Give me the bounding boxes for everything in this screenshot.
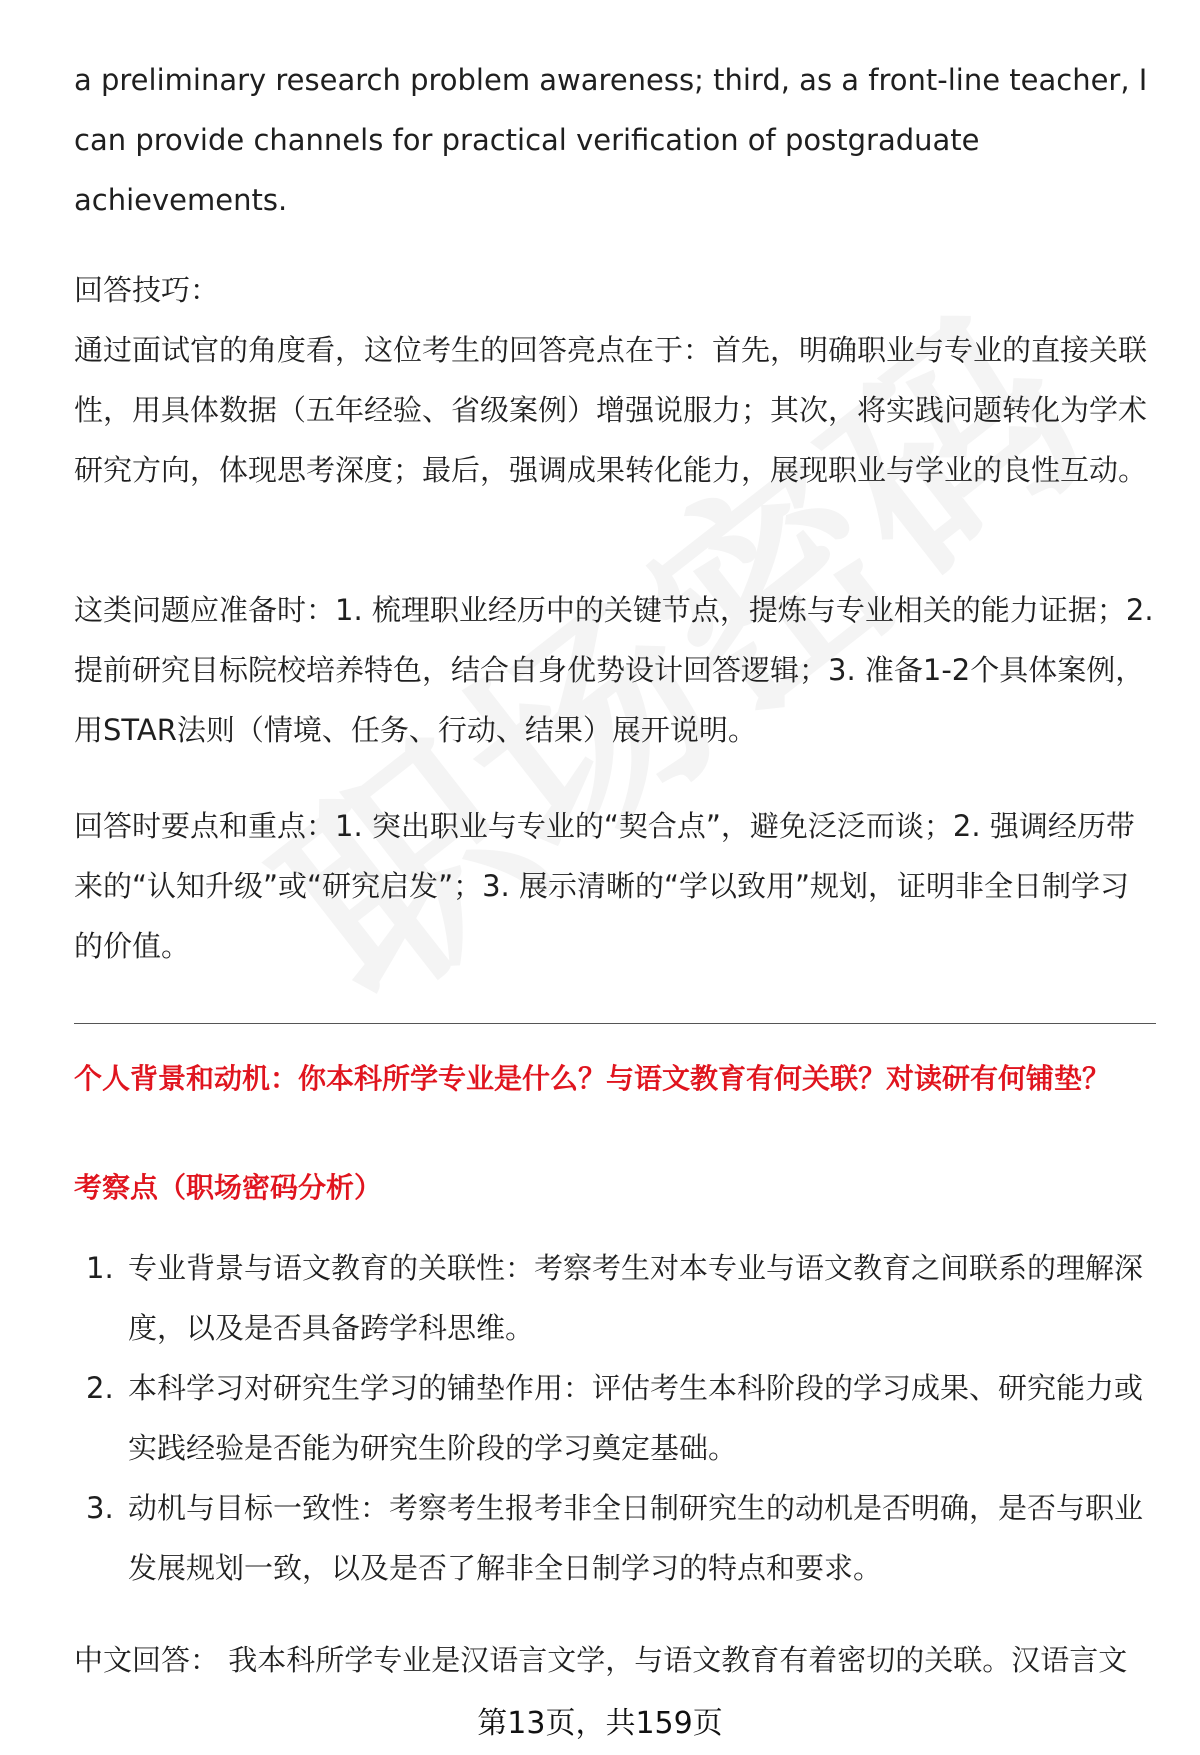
section-divider <box>74 1023 1156 1024</box>
answer-paragraph: 中文回答： 我本科所学专业是汉语言文学，与语文教育有着密切的关联。汉语言文 <box>74 1643 1128 1677</box>
list-item-text: 本科学习对研究生学习的铺垫作用：评估考生本科阶段的学习成果、研究能力或实践经验是否能为研究生阶段的学习奠定基础。 <box>128 1371 1144 1465</box>
points-paragraph: 回答时要点和重点：1. 突出职业与专业的“契合点”，避免泛泛而谈；2. 强调经历带来的“认知升级”或“研究启发”；3. 展示清晰的“学以致用”规划，证明非全日制学习的价值。 <box>74 809 1135 963</box>
list-item <box>74 1478 1156 1598</box>
page-footer: 第13页，共159页 <box>477 1706 723 1741</box>
tips-paragraph: 回答技巧： 通过面试官的角度看，这位考生的回答亮点在于：首先，明确职业与专业的直接关联性，用具体数据（五年经验、省级案例）增强说服力；其次，将实践问题转化为学术研究方向，体现思考深度；最后，强调成果转化能力，展现职业与学业的良性互动。 <box>74 273 1148 487</box>
list-number: 1. <box>86 1251 114 1285</box>
intro-paragraph: a preliminary research problem awareness; third, as a front-line teacher, I can provide channels for practical verification of postgraduate achievements. <box>74 63 1148 217</box>
analysis-heading: 考察点（职场密码分析） <box>74 1171 383 1204</box>
list-item-text: 专业背景与语文教育的关联性：考察考生对本专业与语文教育之间联系的理解深度，以及是否具备跨学科思维。 <box>128 1251 1144 1345</box>
list-number: 2. <box>86 1371 114 1405</box>
list-item <box>74 1238 1156 1358</box>
list-number: 3. <box>86 1491 114 1525</box>
list-item-text: 动机与目标一致性：考察考生报考非全日制研究生的动机是否明确，是否与职业发展规划一致，以及是否了解非全日制学习的特点和要求。 <box>128 1491 1144 1585</box>
question-heading: 个人背景和动机：你本科所学专业是什么？与语文教育有何关联？对读研有何铺垫？ <box>74 1062 1111 1095</box>
list-item <box>74 1358 1156 1478</box>
prep-paragraph: 这类问题应准备时：1. 梳理职业经历中的关键节点，提炼与专业相关的能力证据；2. 提前研究目标院校培养特色，结合自身优势设计回答逻辑；3. 准备1-2个具体案例，用STAR法则（情境、任务、行动、结果）展开说明。 <box>74 593 1154 747</box>
analysis-list <box>74 1238 1156 1598</box>
